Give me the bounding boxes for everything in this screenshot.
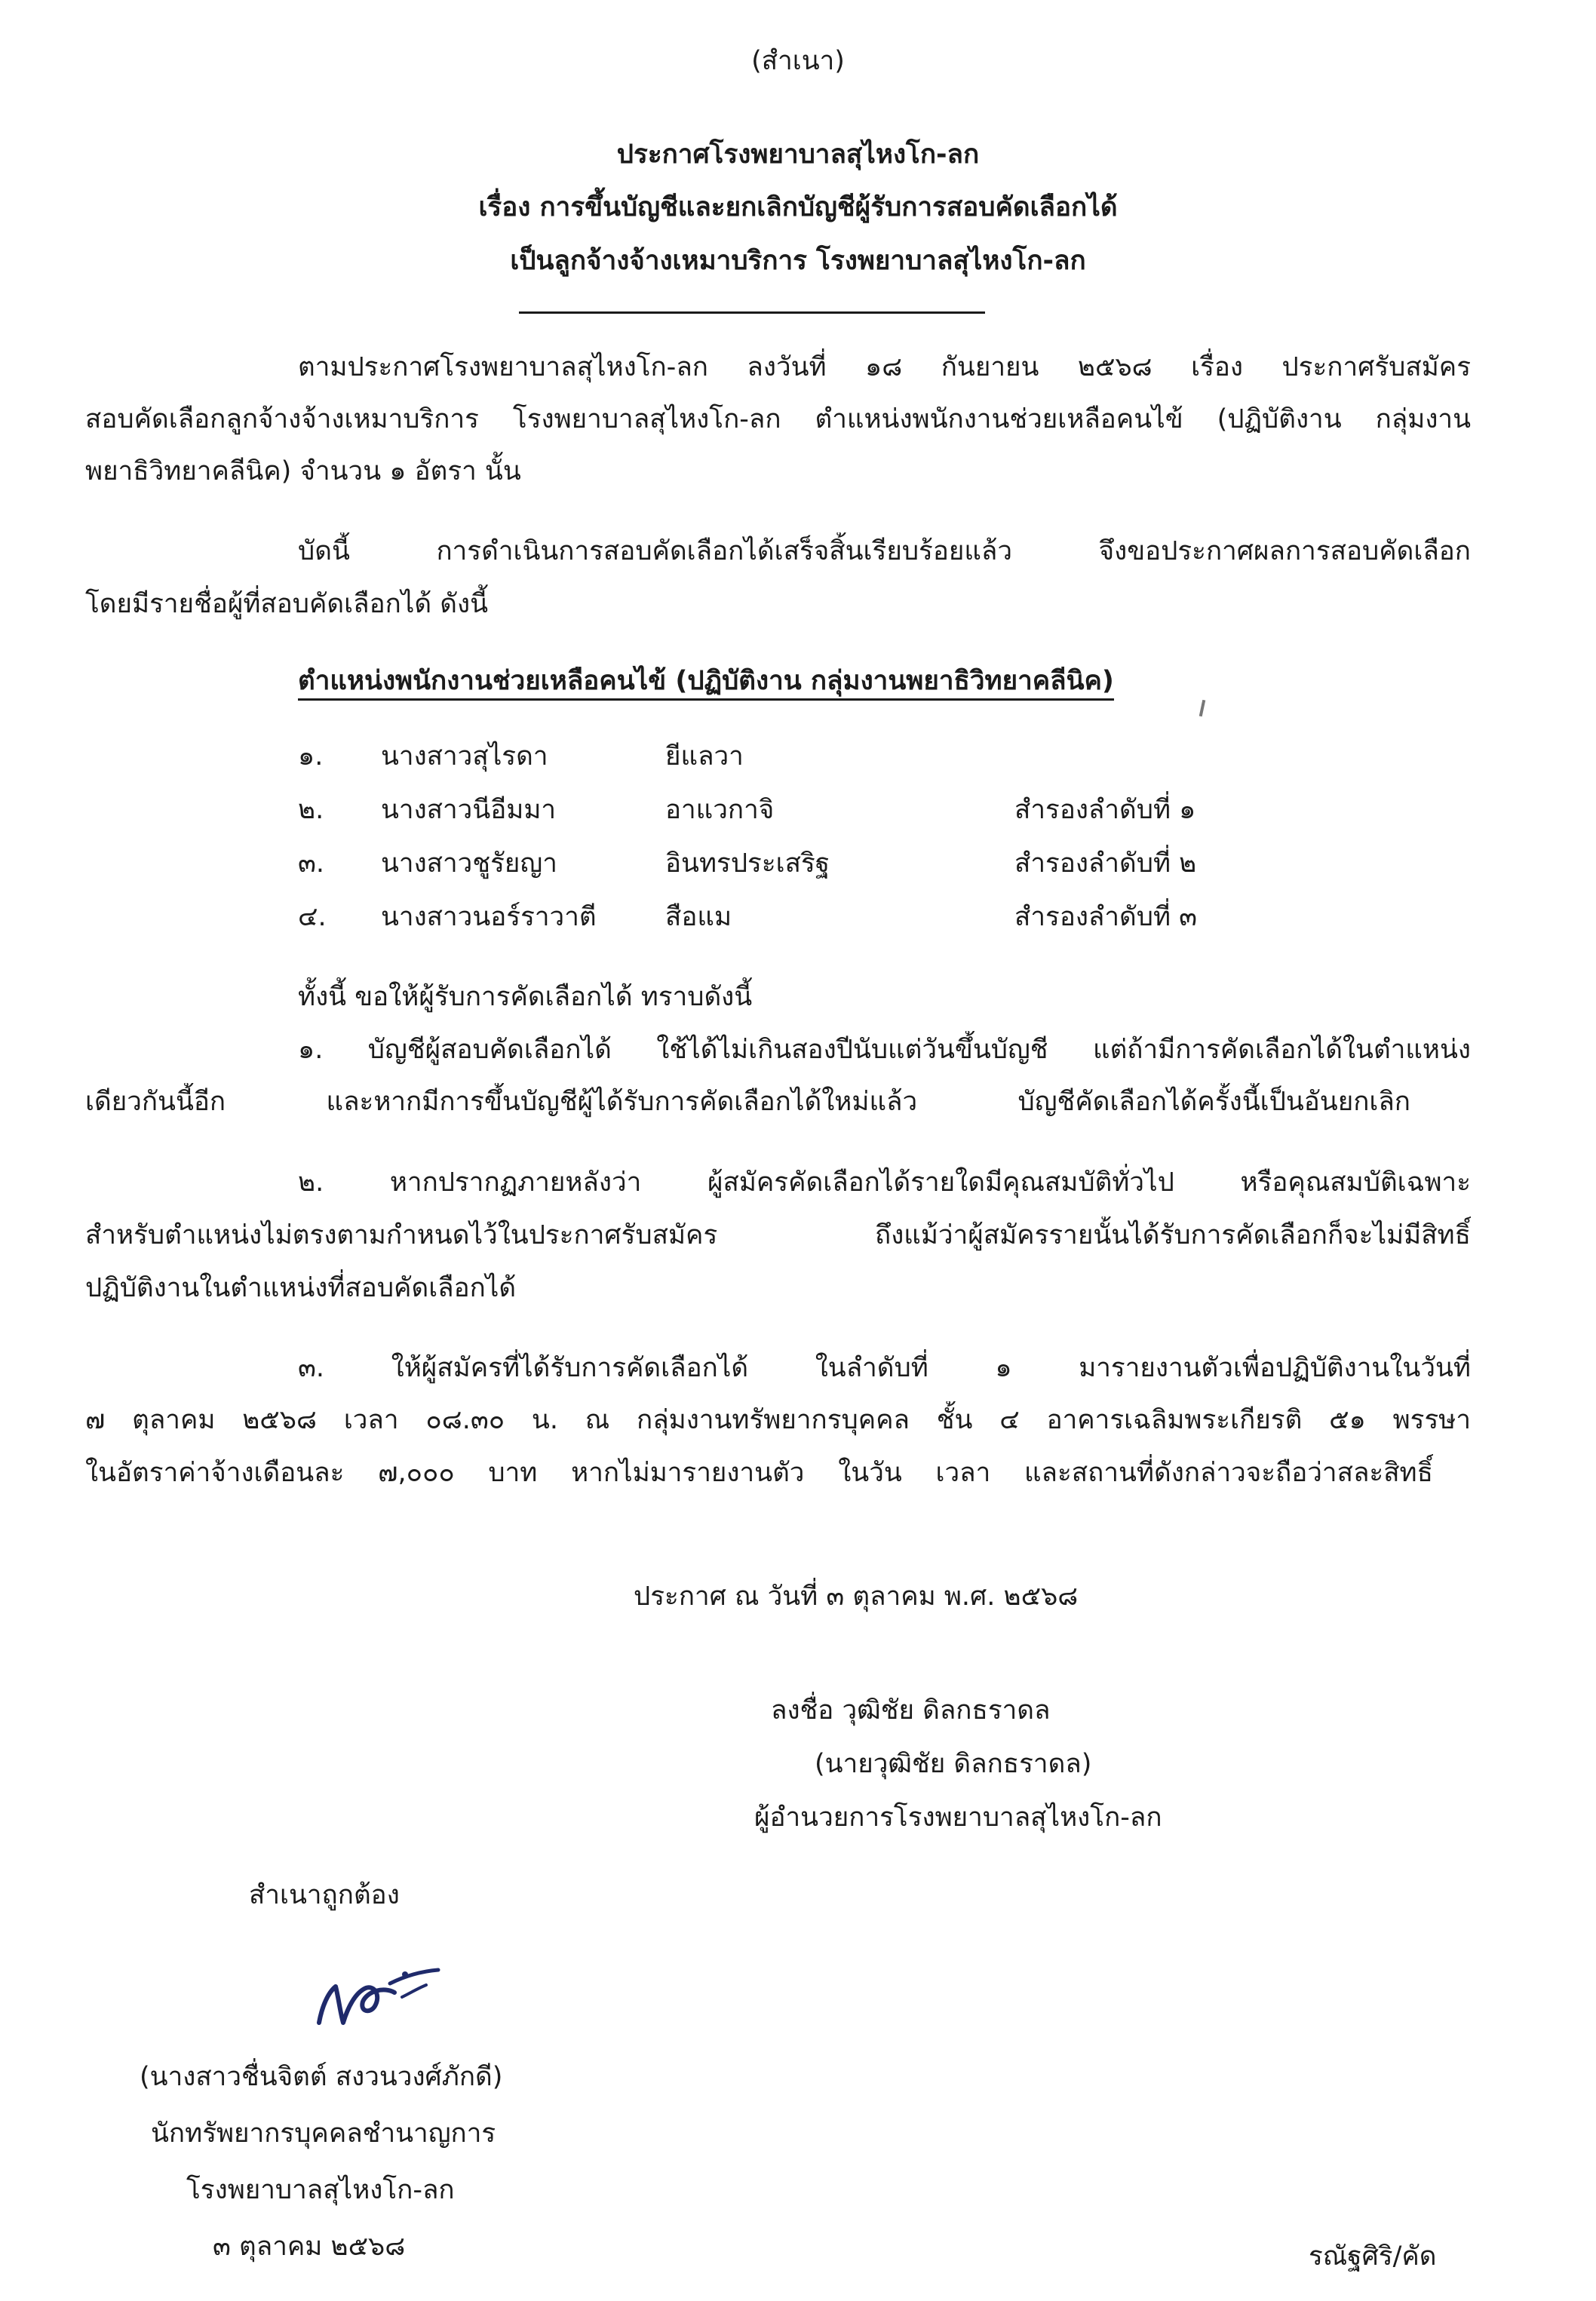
certified-org: โรงพยาบาลสุไหงโก-ลก	[186, 2175, 455, 2205]
condition-2-line-2: สำหรับตำแหน่งไม่ตรงตามกำหนดไว้ในประกาศรับสมัคร ถึงแม้ว่าผู้สมัครรายนั้นได้รับการคัดเลือกก็จะไม่มีสิทธิ์	[85, 1220, 1471, 1250]
signer-signed: ลงชื่อ วุฒิชัย ดิลกธราดล	[771, 1695, 1051, 1726]
candidate-surname: อินทรประเสริฐ	[665, 848, 830, 879]
copy-mark: (สำเนา)	[751, 46, 845, 76]
candidate-name: นางสาวชูรัยญา	[381, 848, 557, 879]
title-line-3: เป็นลูกจ้างจ้างเหมาบริการ โรงพยาบาลสุไหงโก-ลก	[510, 246, 1086, 276]
certified-name: (นางสาวชื่นจิตต์ สงวนวงศ์ภักดี)	[140, 2062, 503, 2092]
candidate-number: ๓.	[298, 848, 325, 879]
signer-title: ผู้อำนวยการโรงพยาบาลสุไหงโก-ลก	[754, 1802, 1162, 1833]
candidate-surname: สือแม	[665, 902, 732, 932]
intro-line-1: ตามประกาศโรงพยาบาลสุไหงโก-ลก ลงวันที่ ๑๘ กันยายน ๒๕๖๘ เรื่อง ประกาศรับสมัคร	[298, 352, 1471, 382]
announce-line-2: โดยมีรายชื่อผู้ที่สอบคัดเลือกได้ ดังนี้	[85, 589, 488, 619]
title-line-2: เรื่อง การขึ้นบัญชีและยกเลิกบัญชีผู้รับการสอบคัดเลือกได้	[478, 192, 1118, 222]
certified-label: สำเนาถูกต้อง	[249, 1880, 400, 1910]
candidate-name: นางสาวนอร์ราวาตี	[381, 902, 597, 932]
conditions-intro: ทั้งนี้ ขอให้ผู้รับการคัดเลือกได้ ทราบดังนี้	[298, 982, 753, 1012]
candidate-name: นางสาวนีอีมมา	[381, 795, 557, 825]
condition-3-line-3: ในอัตราค่าจ้างเดือนละ ๗,๐๐๐ บาท หากไม่มารายงานตัว ในวัน เวลา และสถานที่ดังกล่าวจะถือว่าสละสิทธิ์	[85, 1458, 1433, 1488]
announced-date: ประกาศ ณ วันที่ ๓ ตุลาคม พ.ศ. ๒๕๖๘	[634, 1582, 1079, 1612]
candidate-number: ๔.	[298, 902, 327, 932]
typist-initials: รณัฐศิริ/คัด	[1309, 2241, 1437, 2272]
position-title: ตำแหน่งพนักงานช่วยเหลือคนไข้ (ปฏิบัติงาน กลุ่มงานพยาธิวิทยาคลีนิค)	[298, 665, 1114, 701]
condition-2-line-3: ปฏิบัติงานในตำแหน่งที่สอบคัดเลือกได้	[85, 1273, 517, 1303]
candidate-surname: อาแวกาจิ	[665, 795, 775, 825]
condition-1-line-2: เดียวกันนี้อีก และหากมีการขึ้นบัญชีผู้ได้รับการคัดเลือกได้ใหม่แล้ว บัญชีคัดเลือกได้ครั้งนี้เป็นอันยกเลิก	[85, 1087, 1410, 1117]
candidate-surname: ยีแลวา	[665, 741, 744, 772]
candidate-rank: สำรองลำดับที่ ๑	[1014, 795, 1196, 825]
certified-date: ๓ ตุลาคม ๒๕๖๘	[213, 2232, 406, 2262]
certified-title: นักทรัพยากรบุคคลชำนาญการ	[151, 2118, 496, 2149]
intro-line-2: สอบคัดเลือกลูกจ้างจ้างเหมาบริการ โรงพยาบาลสุไหงโก-ลก ตำแหน่งพนักงานช่วยเหลือคนไข้ (ปฏิบัติงาน กลุ่มงาน	[85, 404, 1471, 434]
title-divider	[519, 311, 985, 314]
condition-3-line-2: ๗ ตุลาคม ๒๕๖๘ เวลา ๐๘.๓๐ น. ณ กลุ่มงานทรัพยากรบุคคล ชั้น ๔ อาคารเฉลิมพระเกียรติ ๕๑ พรรษา	[85, 1405, 1471, 1435]
candidate-rank: สำรองลำดับที่ ๓	[1014, 902, 1198, 932]
condition-1-line-1: ๑. บัญชีผู้สอบคัดเลือกได้ ใช้ได้ไม่เกินสองปีนับแต่วันขึ้นบัญชี แต่ถ้ามีการคัดเลือกได้ในตำแหน่ง	[298, 1035, 1471, 1065]
handwritten-signature	[305, 1953, 456, 2044]
announce-line-1: บัดนี้ การดำเนินการสอบคัดเลือกได้เสร็จสิ้นเรียบร้อยแล้ว จึงขอประกาศผลการสอบคัดเลือก	[298, 536, 1471, 566]
candidate-name: นางสาวสุไรดา	[381, 741, 548, 772]
condition-2-line-1: ๒. หากปรากฏภายหลังว่า ผู้สมัครคัดเลือกได้รายใดมีคุณสมบัติทั่วไป หรือคุณสมบัติเฉพาะ	[298, 1167, 1471, 1198]
signer-name: (นายวุฒิชัย ดิลกธราดล)	[815, 1749, 1092, 1779]
intro-line-3: พยาธิวิทยาคลีนิค) จำนวน ๑ อัตรา นั้น	[85, 456, 521, 486]
candidate-number: ๒.	[298, 795, 324, 825]
candidate-number: ๑.	[298, 741, 324, 772]
scan-speck	[1199, 700, 1205, 716]
candidate-rank: สำรองลำดับที่ ๒	[1014, 848, 1197, 879]
title-line-1: ประกาศโรงพยาบาลสุไหงโก-ลก	[616, 140, 980, 170]
condition-3-line-1: ๓. ให้ผู้สมัครที่ได้รับการคัดเลือกได้ ในลำดับที่ ๑ มารายงานตัวเพื่อปฏิบัติงานในวันที่	[298, 1353, 1471, 1383]
